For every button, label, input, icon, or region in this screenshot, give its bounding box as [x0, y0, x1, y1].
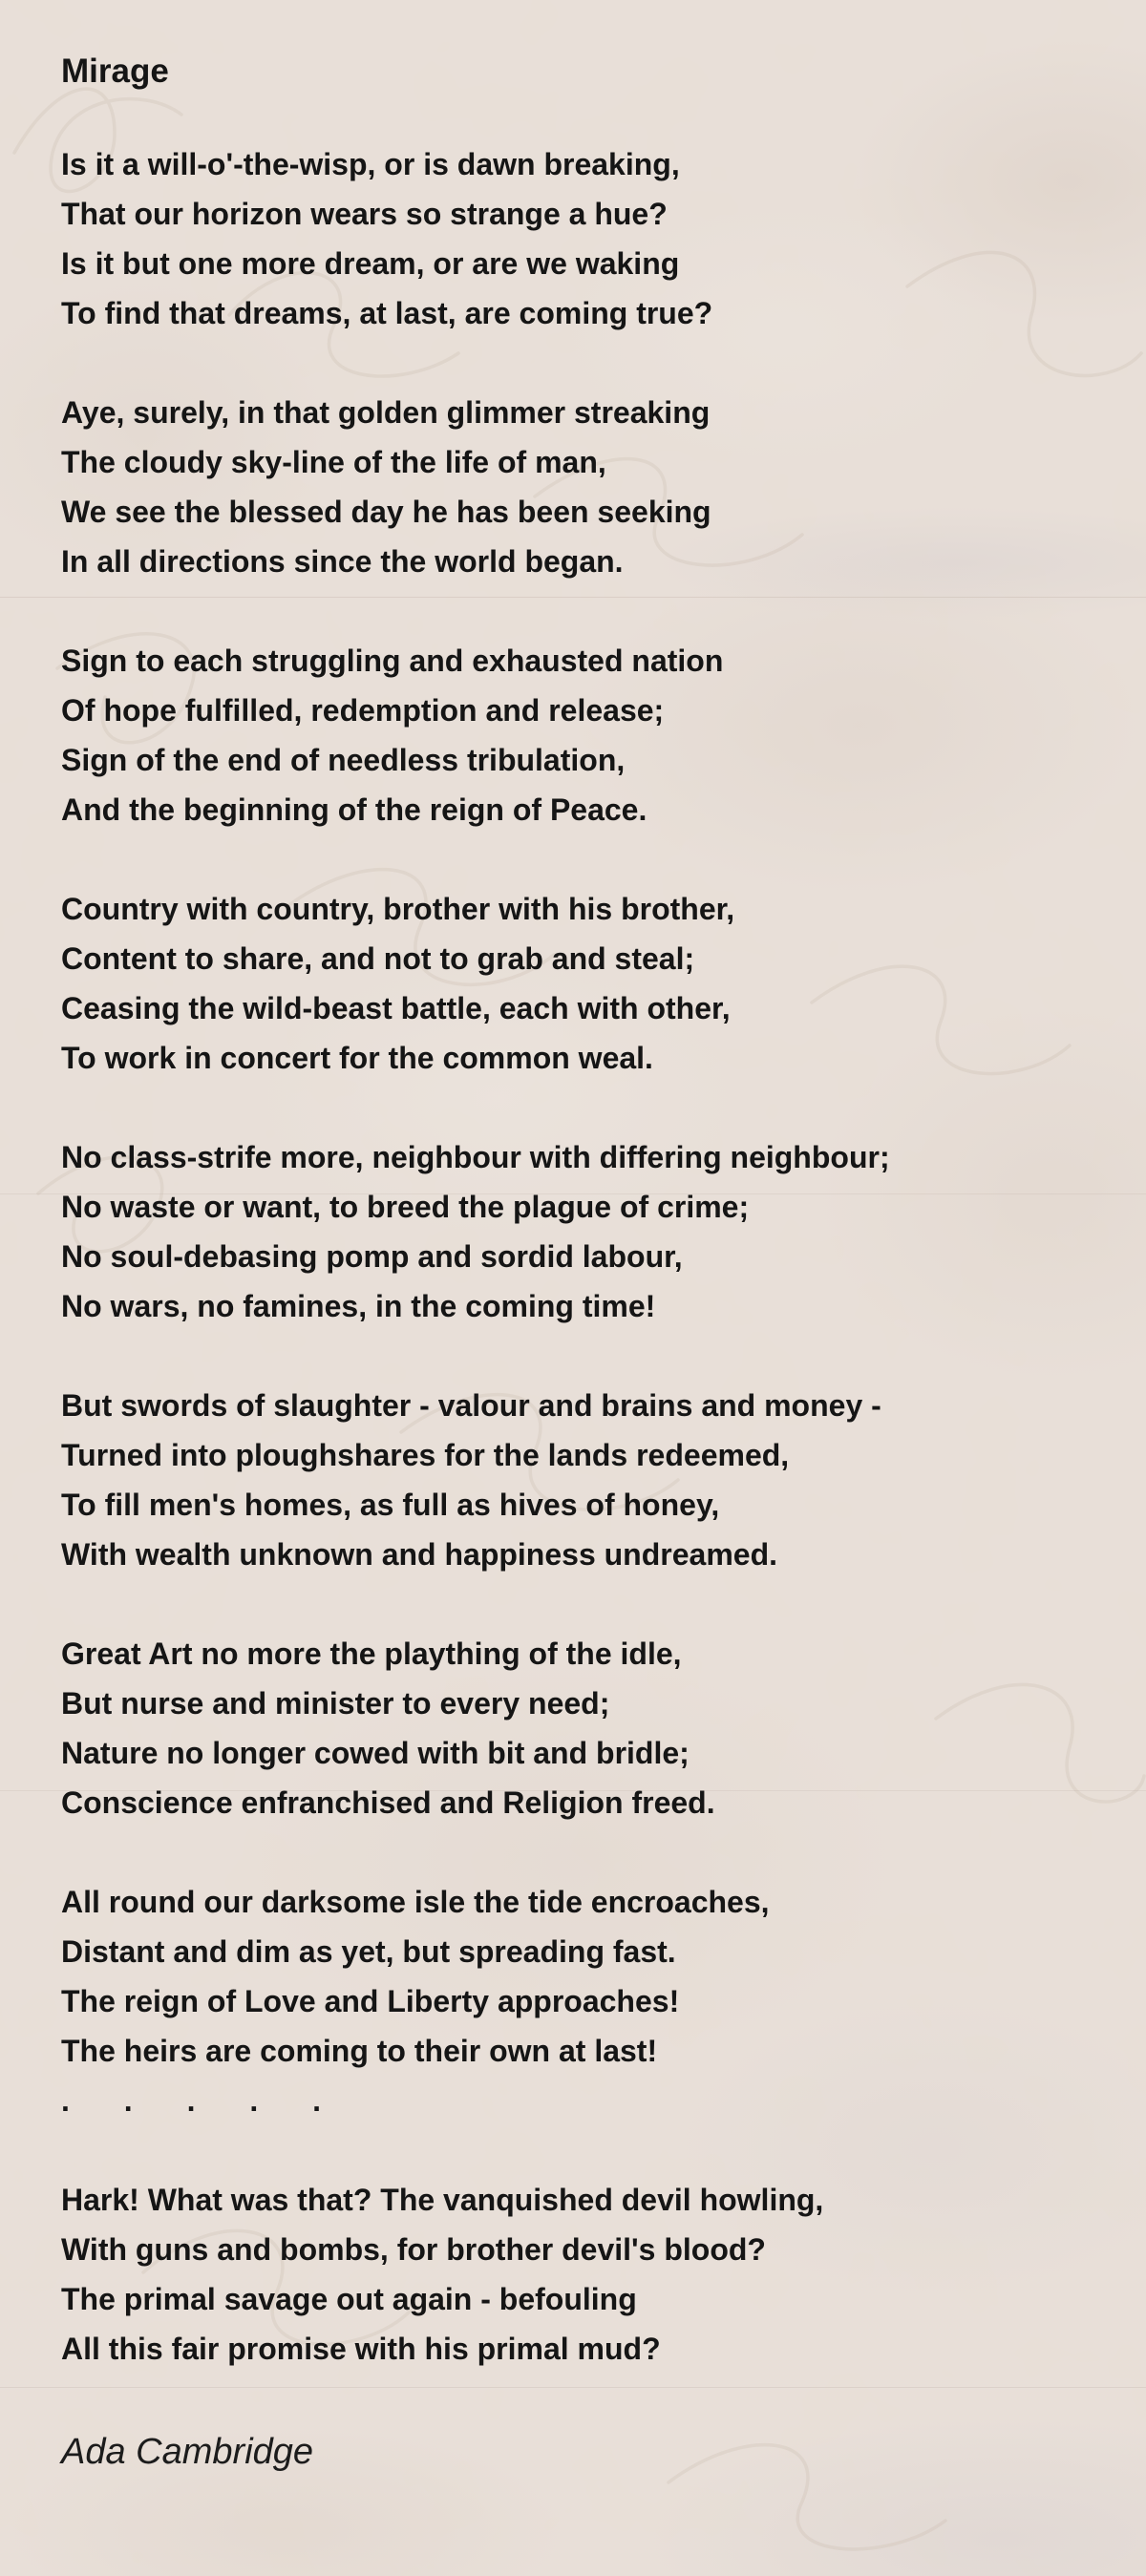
poem-line: Distant and dim as yet, but spreading fast. — [61, 1934, 676, 1969]
poem-line: No waste or want, to breed the plague of crime; — [61, 1190, 750, 1224]
poem-line: Hark! What was that? The vanquished devil howling, — [61, 2183, 824, 2217]
stanza — [61, 139, 1108, 338]
poem-line: Content to share, and not to grab and steal; — [61, 941, 695, 976]
stanza — [61, 1132, 1108, 1331]
poem-line: To find that dreams, at last, are coming true? — [61, 296, 713, 330]
poem-line: That our horizon wears so strange a hue? — [61, 197, 668, 231]
poem-line: Turned into ploughshares for the lands redeemed, — [61, 1438, 790, 1472]
poem-line: But nurse and minister to every need; — [61, 1686, 610, 1721]
poem-line: Ceasing the wild-beast battle, each with other, — [61, 991, 731, 1025]
stanza — [61, 1381, 1108, 1579]
poem-line: Aye, surely, in that golden glimmer streaking — [61, 395, 711, 430]
poem-line: No soul-debasing pomp and sordid labour, — [61, 1239, 683, 1274]
poem-line: No class-strife more, neighbour with differing neighbour; — [61, 1140, 890, 1174]
stanza — [61, 388, 1108, 586]
poem-line: Country with country, brother with his brother, — [61, 892, 735, 926]
poem-line: Conscience enfranchised and Religion freed. — [61, 1785, 715, 1820]
poem-line: All round our darksome isle the tide encroaches, — [61, 1885, 770, 1919]
stanza — [61, 2175, 1108, 2374]
stanza — [61, 1629, 1108, 1827]
poem-author: Ada Cambridge — [61, 2432, 314, 2472]
poem-line: To fill men's homes, as full as hives of honey, — [61, 1488, 720, 1522]
poem-line: Is it but one more dream, or are we waking — [61, 246, 680, 281]
poem-line: Sign to each struggling and exhausted nation — [61, 644, 724, 678]
poem-line: The primal savage out again - befouling — [61, 2282, 637, 2316]
poem-title: Mirage — [61, 53, 169, 90]
poem-line: To work in concert for the common weal. — [61, 1041, 653, 1075]
poem-line: We see the blessed day he has been seeking — [61, 495, 711, 529]
poem-line: With guns and bombs, for brother devil's blood? — [61, 2232, 766, 2267]
poem-line: The reign of Love and Liberty approaches! — [61, 1984, 680, 2018]
stanza — [61, 884, 1108, 1083]
poem-line: No wars, no famines, in the coming time! — [61, 1289, 656, 1323]
poem-line: Is it a will-o'-the-wisp, or is dawn breaking, — [61, 147, 680, 181]
poem-line: But swords of slaughter - valour and brains and money - — [61, 1388, 881, 1423]
poem-line: And the beginning of the reign of Peace. — [61, 792, 647, 827]
poem-line: The cloudy sky-line of the life of man, — [61, 445, 606, 479]
poem-line: In all directions since the world began. — [61, 544, 624, 579]
poem-line: The heirs are coming to their own at last! — [61, 2034, 658, 2068]
stanza-separator-dots: . . . . . — [61, 2083, 323, 2118]
poem-line: All this fair promise with his primal mud? — [61, 2332, 661, 2366]
poem-line: Nature no longer cowed with bit and bridle; — [61, 1736, 690, 1770]
poem-line: Sign of the end of needless tribulation, — [61, 743, 626, 777]
poem-line: With wealth unknown and happiness undreamed. — [61, 1537, 777, 1572]
poem-line: Great Art no more the plaything of the idle, — [61, 1636, 682, 1671]
poem-body — [61, 139, 1108, 2374]
stanza — [61, 1877, 1108, 2125]
poem-line: Of hope fulfilled, redemption and release; — [61, 693, 665, 728]
stanza — [61, 636, 1108, 834]
